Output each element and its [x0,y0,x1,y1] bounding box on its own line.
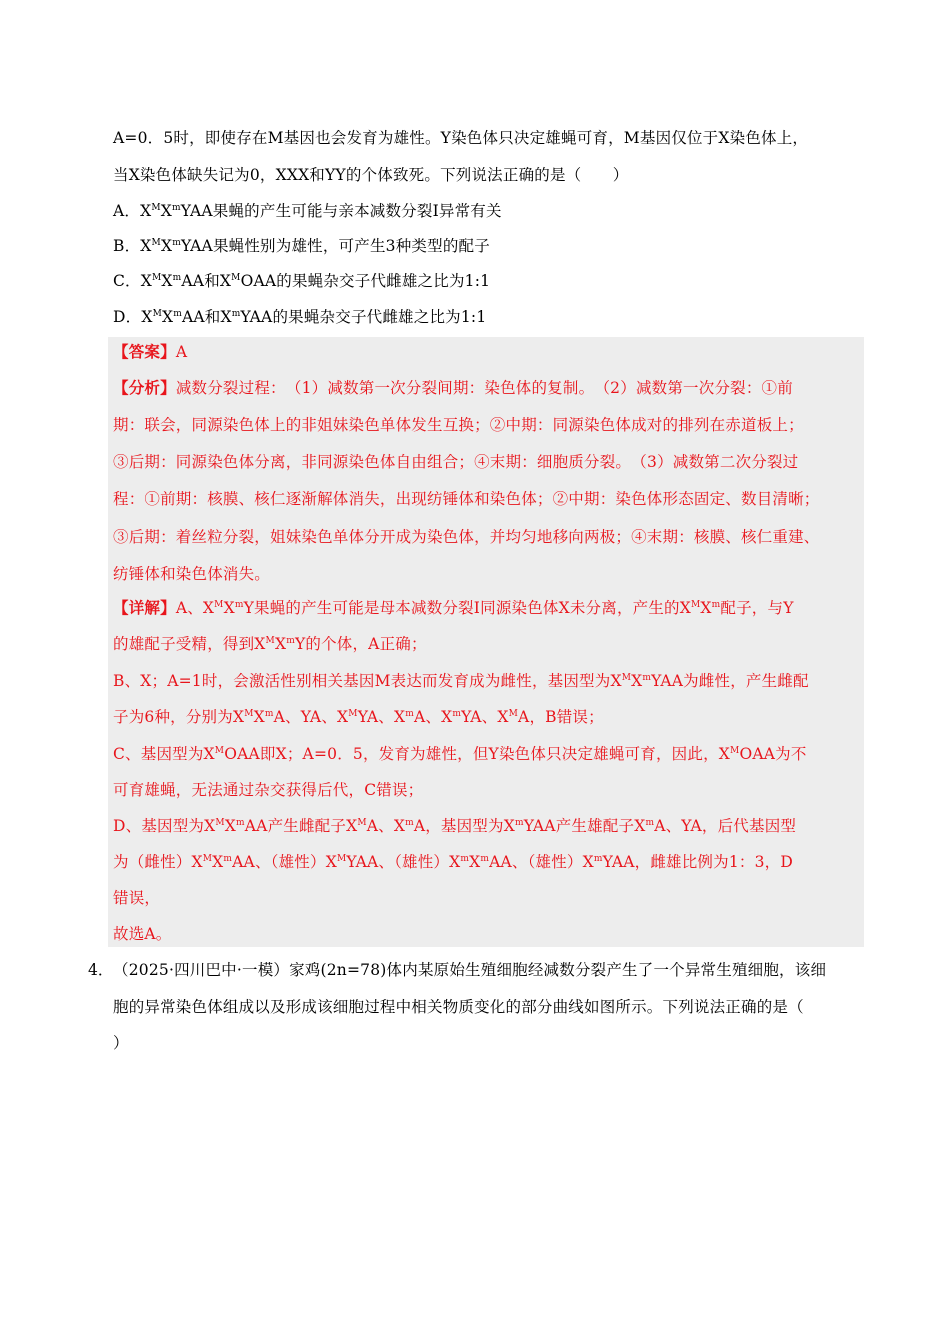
detail-line-10: 故选A。 [113,925,172,943]
detail-line-2: 的雄配子受精，得到$X^MX^mY$的个体，A正确； [113,635,427,653]
detail-line-9: 错误， [113,889,161,907]
question-4-number: 4． [88,961,114,979]
analysis-line-1: 【分析】减数分裂过程： （1）减数第一次分裂间期：染色体的复制。 （2）减数第一次分裂：①前 [113,378,793,397]
detail-line-3: B、X；A=1时，会激活性别相关基因M表达而发育成为雌性，基因型为$X^MX^mYAA$为雌性，产生雌配 [113,672,809,690]
option-c: C．$X^MX^mAA$和$X^MOAA$的果蝇杂交子代雌雄之比为1:1 [113,272,491,290]
question-4-line-2: 胞的异常染色体组成以及形成该细胞过程中相关物质变化的部分曲线如图所示。下列说法正确的是（ [113,998,804,1016]
analysis-line-6: 纺锤体和染色体消失。 [113,565,271,583]
option-d: D．$X^MX^mAA$和$X^mYAA$的果蝇杂交子代雌雄之比为1:1 [113,308,487,326]
detail-line-6: 可育雄蝇，无法通过杂交获得后代，C错误； [113,781,424,799]
answer-line: 【答案】A [113,342,188,361]
question-4-line-3: ） [113,1034,129,1052]
detail-line-1: 【详解】A、$X^MX^mY$果蝇的产生可能是母本减数分裂Ⅰ同源染色体X未分离，产生的$X^MX^m$配子，与Y [113,598,794,617]
detail-line-5: C、基因型为$X^MOAA$即X；A=0．5，发育为雄性，但Y染色体只决定雄蝇可育，因此，$X^MOAA$为不 [113,745,807,763]
analysis-line-5: ③后期：着丝粒分裂，姐妹染色单体分开成为染色体，并均匀地移向两极；④末期：核膜、核仁重建、 [113,528,820,546]
analysis-line-2: 期：联会，同源染色体上的非姐妹染色单体发生互换；②中期：同源染色体成对的排列在赤道板上； [113,416,804,434]
question-tail-line-2: 当X染色体缺失记为0，XXX和YY的个体致死。下列说法正确的是（ ） [113,166,629,184]
detail-line-8: 为（雌性）$X^MX^mAA$、（雄性）$X^MYAA$、（雄性）$X^mX^mAA$、（雄性）$X^mYAA$，雌雄比例为1：3，D [113,853,793,871]
detail-line-7: D、基因型为$X^MX^mAA$产生雌配子$X^MA$、$X^mA$，基因型为$X^mYAA$产生雄配子$X^mA$、YA，后代基因型 [113,817,797,835]
analysis-line-3: ③后期：同源染色体分离，非同源染色体自由组合；④末期：细胞质分裂。 （3）减数第二次分裂过 [113,453,799,471]
analysis-line-4: 程：①前期：核膜、核仁逐渐解体消失，出现纺锤体和染色体；②中期：染色体形态固定、数目清晰； [113,490,820,508]
question-4-line-1: （2025·四川巴中·一模）家鸡(2n=78)体内某原始生殖细胞经减数分裂产生了一个异常生殖细胞，该细 [113,961,827,979]
question-tail-line-1: A=0．5时，即使存在M基因也会发育为雄性。Y染色体只决定雄蝇可育，M基因仅位于X染色体上， [113,129,809,147]
option-a: A．$X^MX^mYAA$果蝇的产生可能与亲本减数分裂Ⅰ异常有关 [113,202,502,220]
detail-line-4: 子为6种，分别为$X^MX^mA$、YA、$X^MYA$、$X^mA$、$X^mYA$、$X^MA$，B错误； [113,708,604,726]
option-b: B．$X^MX^mYAA$果蝇性别为雄性，可产生3种类型的配子 [113,237,490,255]
